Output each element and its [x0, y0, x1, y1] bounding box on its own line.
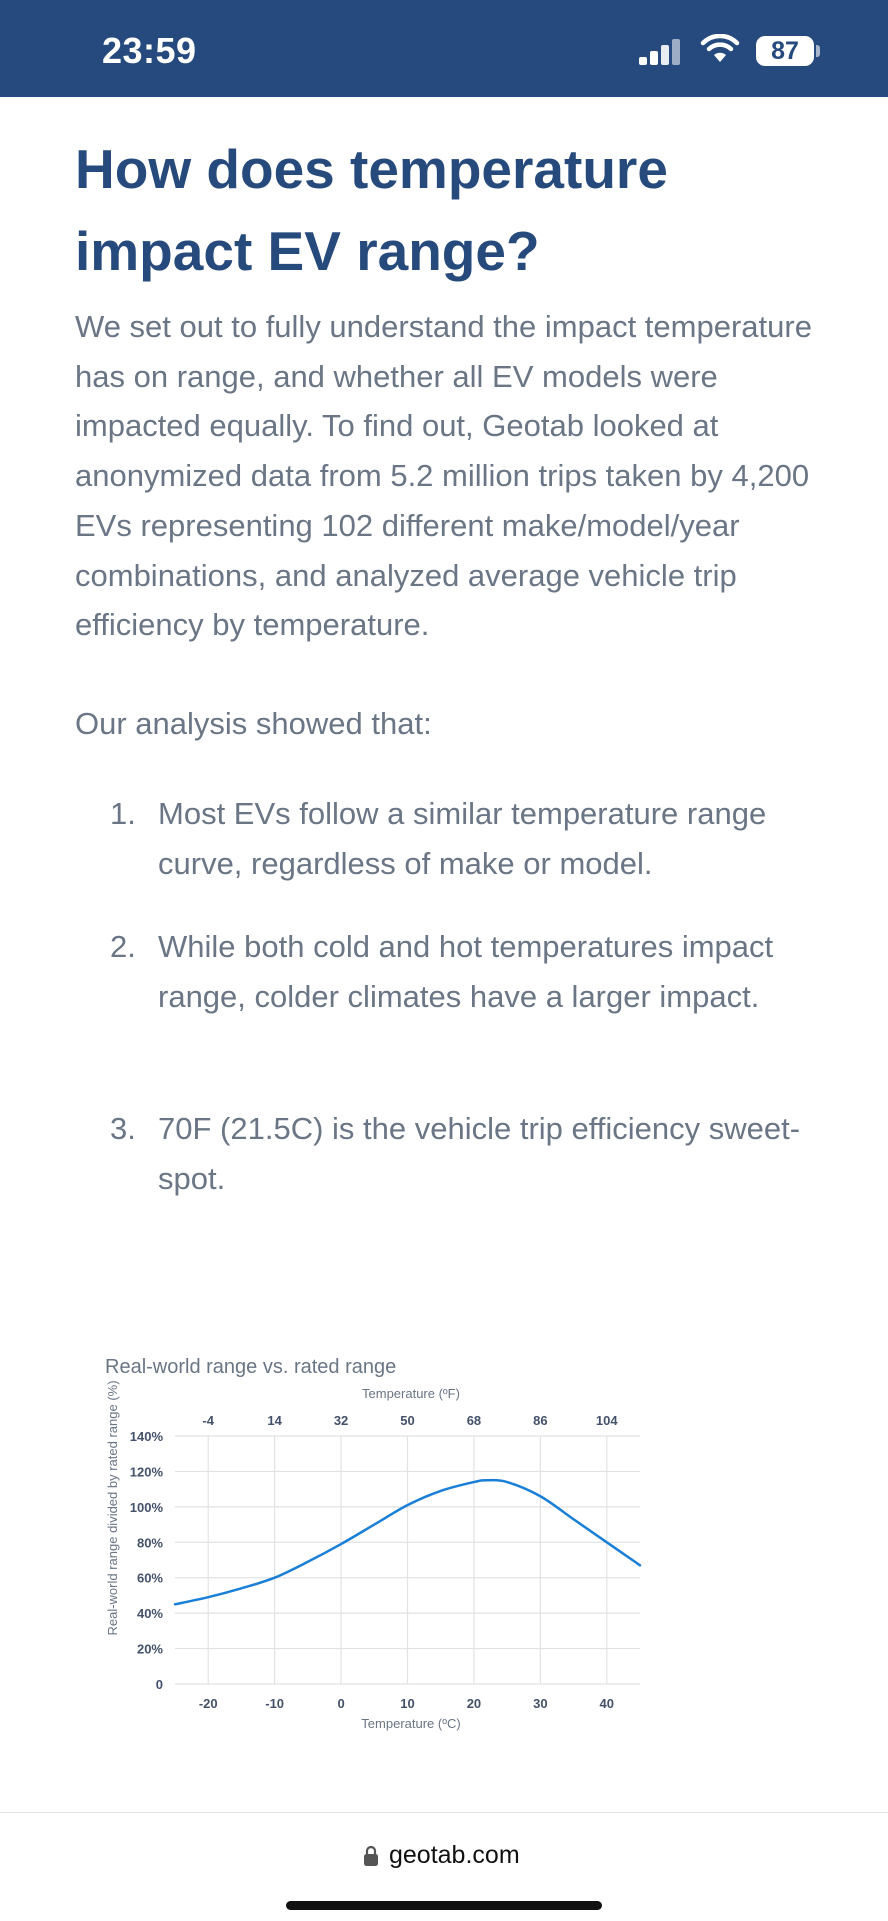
y-tick-label: 120%: [129, 1464, 163, 1480]
chart-ticks: [130, 1413, 619, 1711]
finding-number: 3.: [110, 1111, 136, 1146]
x2-tick-label: -4: [202, 1413, 214, 1428]
y-tick-label: 60%: [136, 1570, 163, 1586]
x2-tick-label: 32: [333, 1413, 349, 1428]
chart-title: Real-world range vs. rated range: [105, 1356, 397, 1378]
status-bar: [0, 0, 888, 97]
x-axis-title: Temperature (ºC): [361, 1716, 461, 1731]
x-tick-label: -10: [265, 1696, 285, 1711]
y-tick-label: 80%: [136, 1535, 163, 1551]
x2-tick-label: 68: [466, 1413, 482, 1428]
page-title: How does temperature impact EV range?: [75, 138, 668, 282]
finding-number: 1.: [110, 796, 136, 831]
x-tick-label: 40: [599, 1696, 615, 1711]
x2-tick-label: 86: [533, 1413, 548, 1428]
x-tick-label: 20: [466, 1696, 482, 1711]
x-tick-label: -20: [198, 1696, 218, 1711]
x2-tick-label: 14: [267, 1413, 282, 1428]
wifi-icon: [700, 34, 740, 66]
y-tick-label: 140%: [129, 1429, 163, 1444]
y-tick-label: 20%: [136, 1641, 163, 1657]
finding-text: Most EVs follow a similar temperature range curve, regardless of make or model.: [158, 796, 767, 881]
x2-tick-label: 104: [595, 1413, 618, 1428]
finding-text: 70F (21.5C) is the vehicle trip efficiency sweet-spot.: [158, 1111, 801, 1196]
battery-level: 87: [771, 37, 799, 65]
range-temperature-chart: [0, 1340, 888, 1750]
battery-tip: [816, 45, 820, 57]
y-tick-label: 40%: [136, 1606, 163, 1622]
y-tick-label: 100%: [129, 1499, 163, 1515]
finding-text: While both cold and hot temperatures impact range, colder climates have a larger impact.: [158, 929, 774, 1014]
url-text[interactable]: geotab.com: [389, 1841, 520, 1869]
home-indicator[interactable]: [286, 1901, 602, 1910]
browser-address-bar[interactable]: [0, 1812, 888, 1921]
y-tick-label: 0: [155, 1677, 163, 1692]
chart-grid: [175, 1436, 640, 1684]
y-axis-title: Real-world range divided by rated range (%): [105, 1380, 120, 1636]
lead-text: Our analysis showed that:: [75, 706, 432, 741]
x2-axis-title: Temperature (ºF): [362, 1386, 460, 1401]
lock-icon: [363, 1845, 379, 1867]
x-tick-label: 30: [533, 1696, 548, 1711]
battery-icon: [756, 36, 814, 66]
cellular-signal-icon: [637, 37, 685, 67]
x2-tick-label: 50: [400, 1413, 415, 1428]
status-time: 23:59: [102, 30, 197, 71]
finding-number: 2.: [110, 929, 136, 964]
x-tick-label: 10: [400, 1696, 415, 1711]
intro-paragraph: We set out to fully understand the impact temperature has on range, and whether all EV models were impacted equally. To find out, Geotab looked at anonymized data from 5.2 million trips taken by 4,200 EVs representing 102 different make/model/year combinations, and analyzed average vehicle trip efficiency by temperature.: [75, 309, 812, 643]
x-tick-label: 0: [337, 1696, 345, 1711]
